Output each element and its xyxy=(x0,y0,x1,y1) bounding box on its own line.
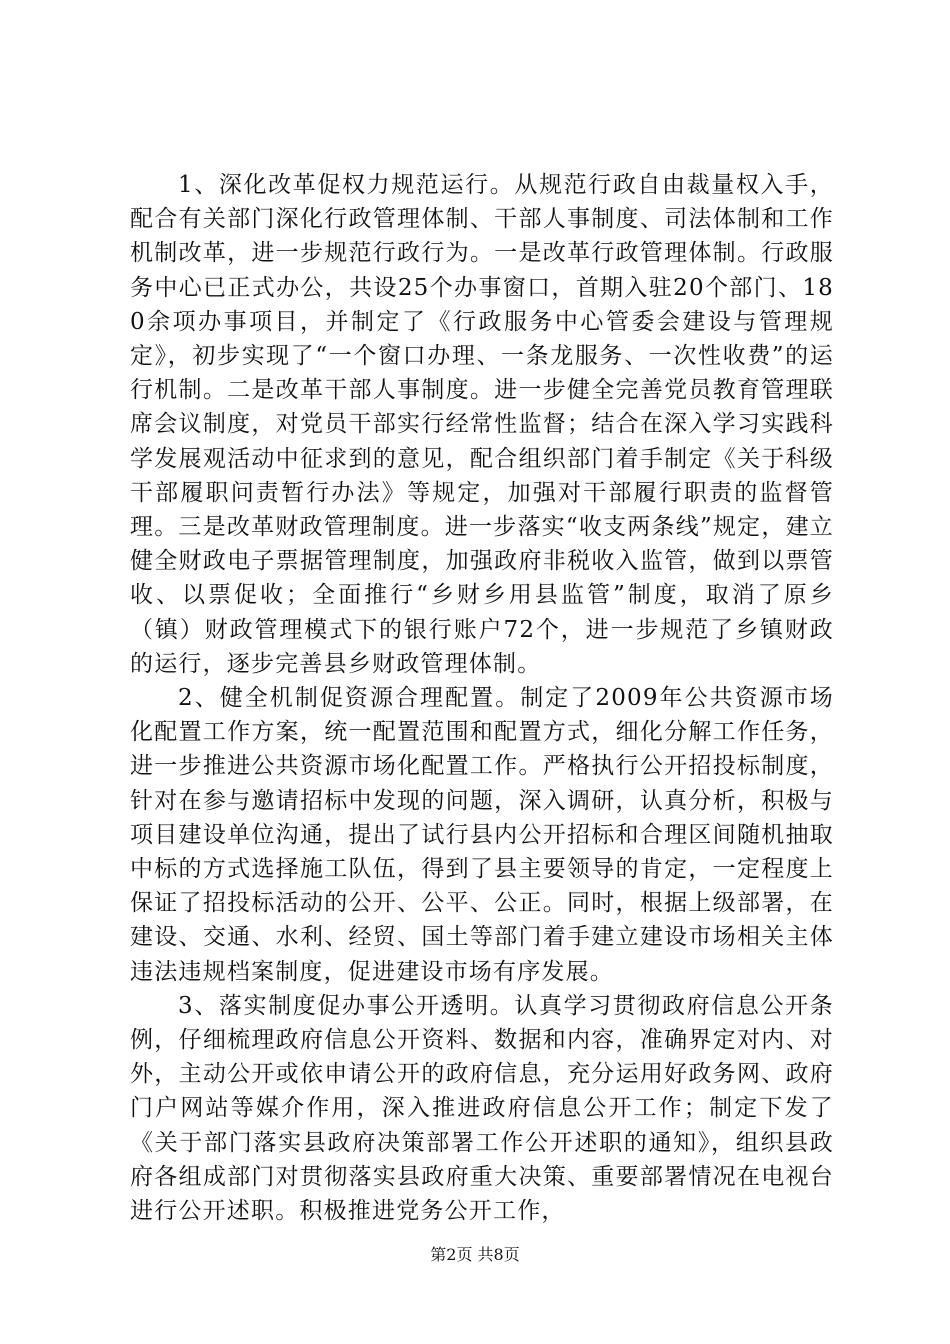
paragraph-public-affairs-transparency: 3、落实制度促办事公开透明。认真学习贯彻政府信息公开条例，仔细梳理政府信息公开资料、数据和内容，准确界定对内、对外，主动公开或依申请公开的政府信息，充分运用好政务网、政府门户网站等媒介作用，深入推进政府信息公开工作；制定下发了《关于部门落实县政府决策部署工作公开述职的通知》，组织县政府各组成部门对贯彻落实县政府重大决策、重要部署情况在电视台进行公开述职。积极推进党务公开工作， xyxy=(130,992,834,1225)
paragraph-power-regulation: 1、深化改革促权力规范运行。从规范行政自由裁量权入手，配合有关部门深化行政管理体制、干部人事制度、司法体制和工作机制改革，进一步规范行政行为。一是改革行政管理体制。行政服务中心已正式办公，共设25个办事窗口，首期入驻20个部门、180余项办事项目，并制定了《行政服务中心管委会建设与管理规定》，初步实现了“一个窗口办理、一条龙服务、一次性收费”的运行机制。二是改革干部人事制度。进一步健全完善党员教育管理联席会议制度，对党员干部实行经常性监督；结合在深入学习实践科学发展观活动中征求到的意见，配合组织部门着手制定《关于科级干部履职问责暂行办法》等规定，加强对干部履行职责的监督管理。三是改革财政管理制度。进一步落实“收支两条线”规定，建立健全财政电子票据管理制度，加强政府非税收入监管，做到以票管收、以票促收；全面推行“乡财乡用县监管”制度，取消了原乡（镇）财政管理模式下的银行账户72个，进一步规范了乡镇财政的运行，逐步完善县乡财政管理体制。 xyxy=(130,172,834,677)
paragraph-resource-allocation: 2、健全机制促资源合理配置。制定了2009年公共资源市场化配置工作方案，统一配置范围和配置方式，细化分解工作任务，进一步推进公共资源市场化配置工作。严格执行公开招投标制度，针对在参与邀请招标中发现的问题，深入调研，认真分析，积极与项目建设单位沟通，提出了试行县内公开招标和合理区间随机抽取中标的方式选择施工队伍，得到了县主要领导的肯定，一定程度上保证了招投标活动的公开、公平、公正。同时，根据上级部署，在建设、交通、水利、经贸、国土等部门着手建立建设市场相关主体违法违规档案制度，促进建设市场有序发展。 xyxy=(130,685,834,985)
page-footer: 第2页 共8页 xyxy=(430,1245,520,1264)
document-body xyxy=(130,168,834,1228)
